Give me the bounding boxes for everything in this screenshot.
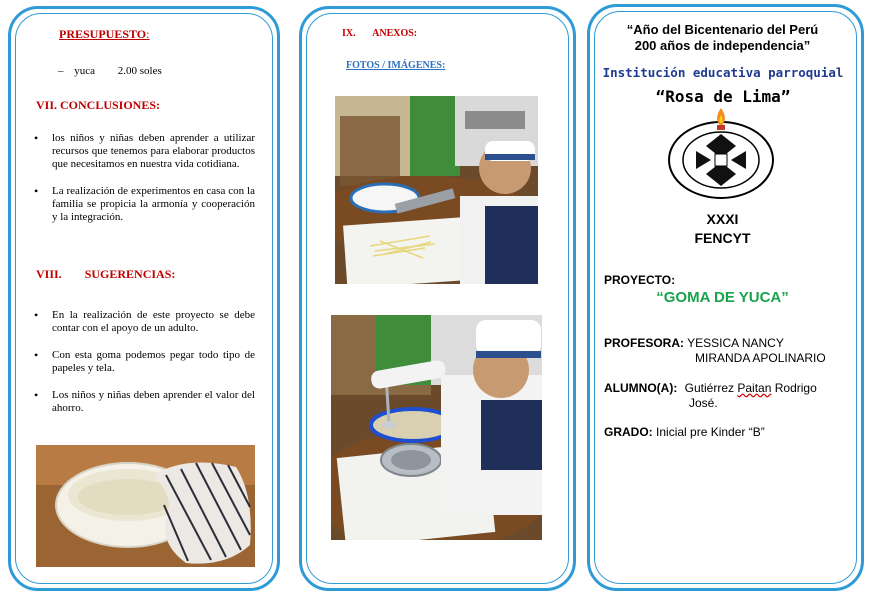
bowl-cloth-photo (36, 445, 255, 567)
budget-item-name: yuca (74, 65, 96, 77)
bicentennial-line-1: “Año del Bicentenario del Perú (626, 22, 819, 37)
annex-heading (342, 28, 417, 39)
event-line-1: XXXI (706, 211, 739, 227)
suggestions-list (52, 309, 255, 429)
project-label: PROYECTO: (604, 273, 676, 287)
project-title: “GOMA DE YUCA” (656, 289, 789, 306)
child-straining-photo (331, 315, 542, 540)
conclusion-item: • los niños y niñas deben aprender a utilizar recursos que tenemos para elaborar productos que necesitamos en nuestra vida cotidiana. (52, 132, 255, 171)
student-row (604, 381, 817, 395)
bicentennial-line-2: 200 años de independencia” (634, 38, 811, 53)
budget-dash: – (58, 65, 64, 77)
budget-item (58, 65, 162, 77)
conclusions-list (52, 132, 255, 238)
event-line-2: FENCYT (694, 230, 751, 246)
teacher-label: PROFESORA: (604, 336, 685, 350)
teacher-name-line-2: MIRANDA APOLINARIO (695, 351, 826, 365)
bowl-cloth-illustration (36, 445, 255, 567)
suggestions-heading-number: VIII. (36, 267, 62, 281)
teacher-name-line-1: YESSICA NANCY (687, 336, 784, 350)
fencyt-event (600, 210, 845, 248)
budget-heading (59, 27, 149, 42)
suggestion-item: • En la realización de este proyecto se debe contar con el apoyo de un adulto. (52, 309, 255, 335)
annex-heading-text: ANEXOS: (372, 28, 418, 39)
conclusions-heading: VII. CONCLUSIONES: (36, 98, 161, 112)
school-name: “Rosa de Lima” (655, 87, 791, 106)
annex-heading-number: IX. (342, 28, 356, 39)
school-seal-icon (666, 106, 776, 200)
grade-label: GRADO: (604, 425, 653, 439)
student-surname-2: Paitan (737, 381, 772, 395)
school-seal-logo (666, 106, 776, 200)
conclusion-item: • La realización de experimentos en casa con la familia se propicia la armonía y cooperación y la integración. (52, 185, 255, 224)
child-straining-illustration (331, 315, 542, 540)
grade-row (604, 425, 765, 439)
budget-heading-colon: : (146, 27, 150, 41)
institution-name: Institución educativa parroquial (602, 65, 844, 80)
child-grating-illustration (335, 96, 538, 284)
student-label: ALUMNO(A): (604, 381, 678, 395)
suggestions-heading-text: SUGERENCIAS: (84, 267, 176, 281)
suggestions-heading (36, 267, 175, 282)
student-surname-1: Gutiérrez (684, 381, 735, 395)
teacher-row (604, 336, 784, 350)
suggestion-item: • Con esta goma podemos pegar todo tipo de papeles y tela. (52, 349, 255, 375)
student-first-name: Rodrigo (774, 381, 817, 395)
grade-value: Inicial pre Kinder “B” (656, 425, 765, 439)
child-grating-photo (335, 96, 538, 284)
bicentennial-title (600, 22, 845, 54)
budget-item-cost: 2.00 soles (117, 65, 162, 77)
suggestion-item: • Los niños y niñas deben aprender el valor del ahorro. (52, 389, 255, 415)
budget-heading-text: PRESUPUESTO (59, 27, 147, 41)
photos-heading: FOTOS / IMÁGENES: (346, 60, 446, 71)
student-name-line-2: José. (689, 396, 718, 410)
